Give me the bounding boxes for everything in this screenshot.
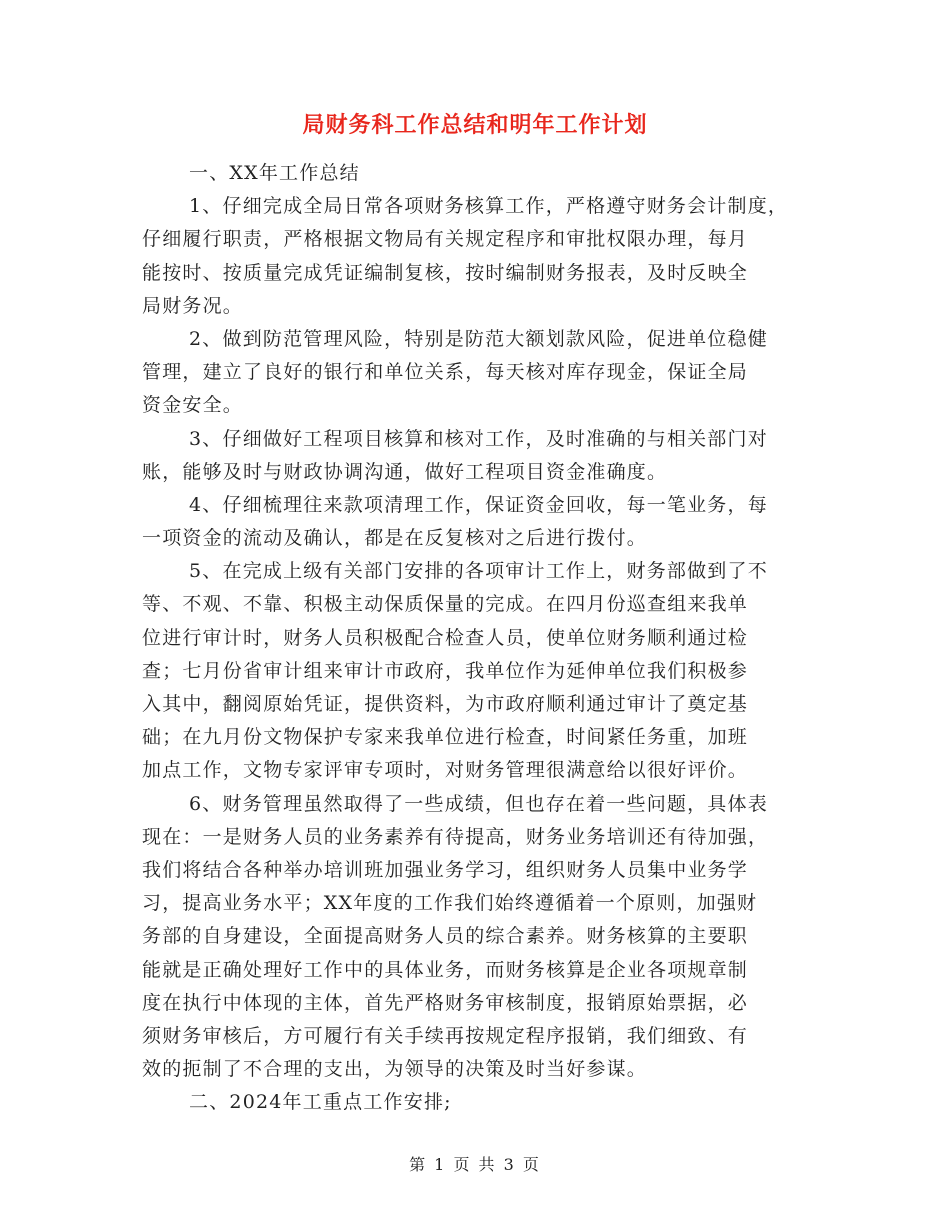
text-line: 能按时、按质量完成凭证编制复核，按时编制财务报表，及时反映全 [142, 261, 749, 284]
text-line: 局财务况。 [142, 294, 244, 317]
text-line: 效的扼制了不合理的支出，为领导的决策及时当好参谋。 [142, 1058, 648, 1081]
text-line: 一、XX年工作总结 [189, 162, 360, 184]
text-line: 习，提高业务水平；XX年度的工作我们始终遵循着一个原则，加强财 [142, 892, 758, 915]
document-title: 局财务科工作总结和明年工作计划 [302, 112, 648, 138]
text-line: 加点工作，文物专家评审专项时，对财务管理很满意给以很好评价。 [142, 759, 749, 782]
text-line: 等、不观、不靠、积极主动保质保量的完成。在四月份巡查组来我单 [142, 593, 749, 616]
text-line: 位进行审计时，财务人员积极配合检查人员，使单位财务顺利通过检 [142, 626, 749, 649]
text-line: 础；在九月份文物保护专家来我单位进行检查，时间紧任务重，加班 [142, 726, 749, 749]
text-line: 入其中，翻阅原始凭证，提供资料，为市政府顺利通过审计了奠定基 [142, 693, 749, 715]
text-line: 查；七月份省审计组来审计市政府，我单位作为延伸单位我们积极参 [142, 659, 749, 682]
text-line: 资金安全。 [142, 394, 244, 417]
text-line: 6、财务管理虽然取得了一些成绩，但也存在着一些问题，具体表 [189, 792, 768, 815]
text-line: 仔细履行职责，严格根据文物局有关规定程序和审批权限办理，每月 [142, 228, 749, 251]
text-line: 度在执行中体现的主体，首先严格财务审核制度，报销原始票据，必 [142, 991, 749, 1014]
text-line: 管理，建立了良好的银行和单位关系，每天核对库存现金，保证全局 [142, 361, 749, 384]
text-line: 能就是正确处理好工作中的具体业务，而财务核算是企业各项规章制 [142, 958, 749, 981]
text-line: 须财务审核后，方可履行有关手续再按规定程序报销，我们细致、有 [142, 1024, 749, 1047]
text-line: 我们将结合各种举办培训班加强业务学习，组织财务人员集中业务学 [142, 858, 749, 881]
text-line: 二、2024年工重点工作安排; [189, 1091, 452, 1114]
text-line: 现在：一是财务人员的业务素养有待提高，财务业务培训还有待加强， [142, 825, 769, 848]
text-line: 4、仔细梳理往来款项清理工作，保证资金回收，每一笔业务，每 [189, 493, 768, 516]
text-line: 1、仔细完成全局日常各项财务核算工作，严格遵守财务会计制度， [189, 195, 789, 218]
text-line: 账，能够及时与财政协调沟通，做好工程项目资金准确度。 [142, 460, 668, 483]
text-line: 5、在完成上级有关部门安排的各项审计工作上，财务部做到了不 [189, 560, 768, 583]
page-footer: 第 1 页 共 3 页 [409, 1155, 541, 1174]
text-line: 一项资金的流动及确认，都是在反复核对之后进行拨付。 [142, 527, 648, 550]
text-line: 2、做到防范管理风险，特别是防范大额划款风险，促进单位稳健 [189, 327, 768, 350]
text-line: 务部的自身建设，全面提高财务人员的综合素养。财务核算的主要职 [142, 925, 749, 948]
text-line: 3、仔细做好工程项目核算和核对工作，及时准确的与相关部门对 [189, 427, 768, 450]
document-body [142, 157, 822, 1119]
